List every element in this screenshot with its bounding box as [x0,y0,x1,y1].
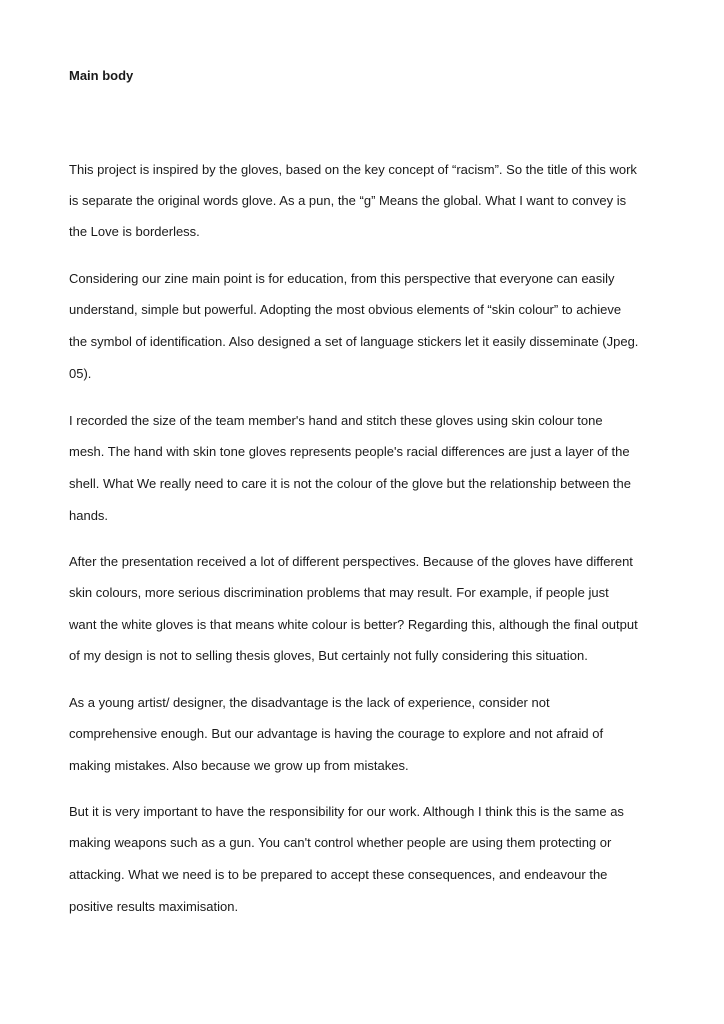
paragraph-3-line-1: I recorded the size of the team member's hand and stitch these gloves using skin colour tone [69,413,603,428]
paragraph-4-line-3: want the white gloves is that means white colour is better? Regarding this, although the final output [69,617,638,632]
paragraph-4-line-2: skin colours, more serious discrimination problems that may result. For example, if people just [69,585,609,600]
paragraph-4-line-1: After the presentation received a lot of different perspectives. Because of the gloves have different [69,554,633,569]
paragraph-1-line-2: is separate the original words glove. As a pun, the “g” Means the global. What I want to convey is [69,193,627,208]
paragraph-1-line-3: the Love is borderless. [69,224,200,239]
paragraph-6-line-3: attacking. What we need is to be prepared to accept these consequences, and endeavour the [69,867,608,882]
paragraph-6-line-1: But it is very important to have the responsibility for our work. Although I think this is the same as [69,804,624,819]
paragraph-2-line-1: Considering our zine main point is for education, from this perspective that everyone can easily [69,271,615,286]
paragraph-1-line-1: This project is inspired by the gloves, based on the key concept of “racism”. So the title of this work [69,162,637,177]
paragraph-3-line-2: mesh. The hand with skin tone gloves represents people's racial differences are just a layer of the [69,444,630,459]
paragraph-6-line-2: making weapons such as a gun. You can't control whether people are using them protecting or [69,835,612,850]
paragraph-6-line-4: positive results maximisation. [69,899,239,914]
paragraph-4-line-4: of my design is not to selling thesis gloves, But certainly not fully considering this situation. [69,648,588,663]
paragraph-3-line-3: shell. What We really need to care it is not the colour of the glove but the relationship between the [69,476,631,491]
paragraph-2-line-2: understand, simple but powerful. Adopting the most obvious elements of “skin colour” to achieve [69,302,622,317]
paragraph-3-line-4: hands. [69,508,109,523]
paragraph-2-line-4: 05). [69,366,92,381]
section-heading: Main body [69,68,134,83]
paragraph-2-line-3: the symbol of identification. Also designed a set of language stickers let it easily disseminate (Jpeg. [69,334,639,349]
paragraph-5-line-1: As a young artist/ designer, the disadvantage is the lack of experience, consider not [69,695,550,710]
paragraph-5-line-2: comprehensive enough. But our advantage is having the courage to explore and not afraid of [69,726,604,741]
paragraph-5-line-3: making mistakes. Also because we grow up from mistakes. [69,758,409,773]
